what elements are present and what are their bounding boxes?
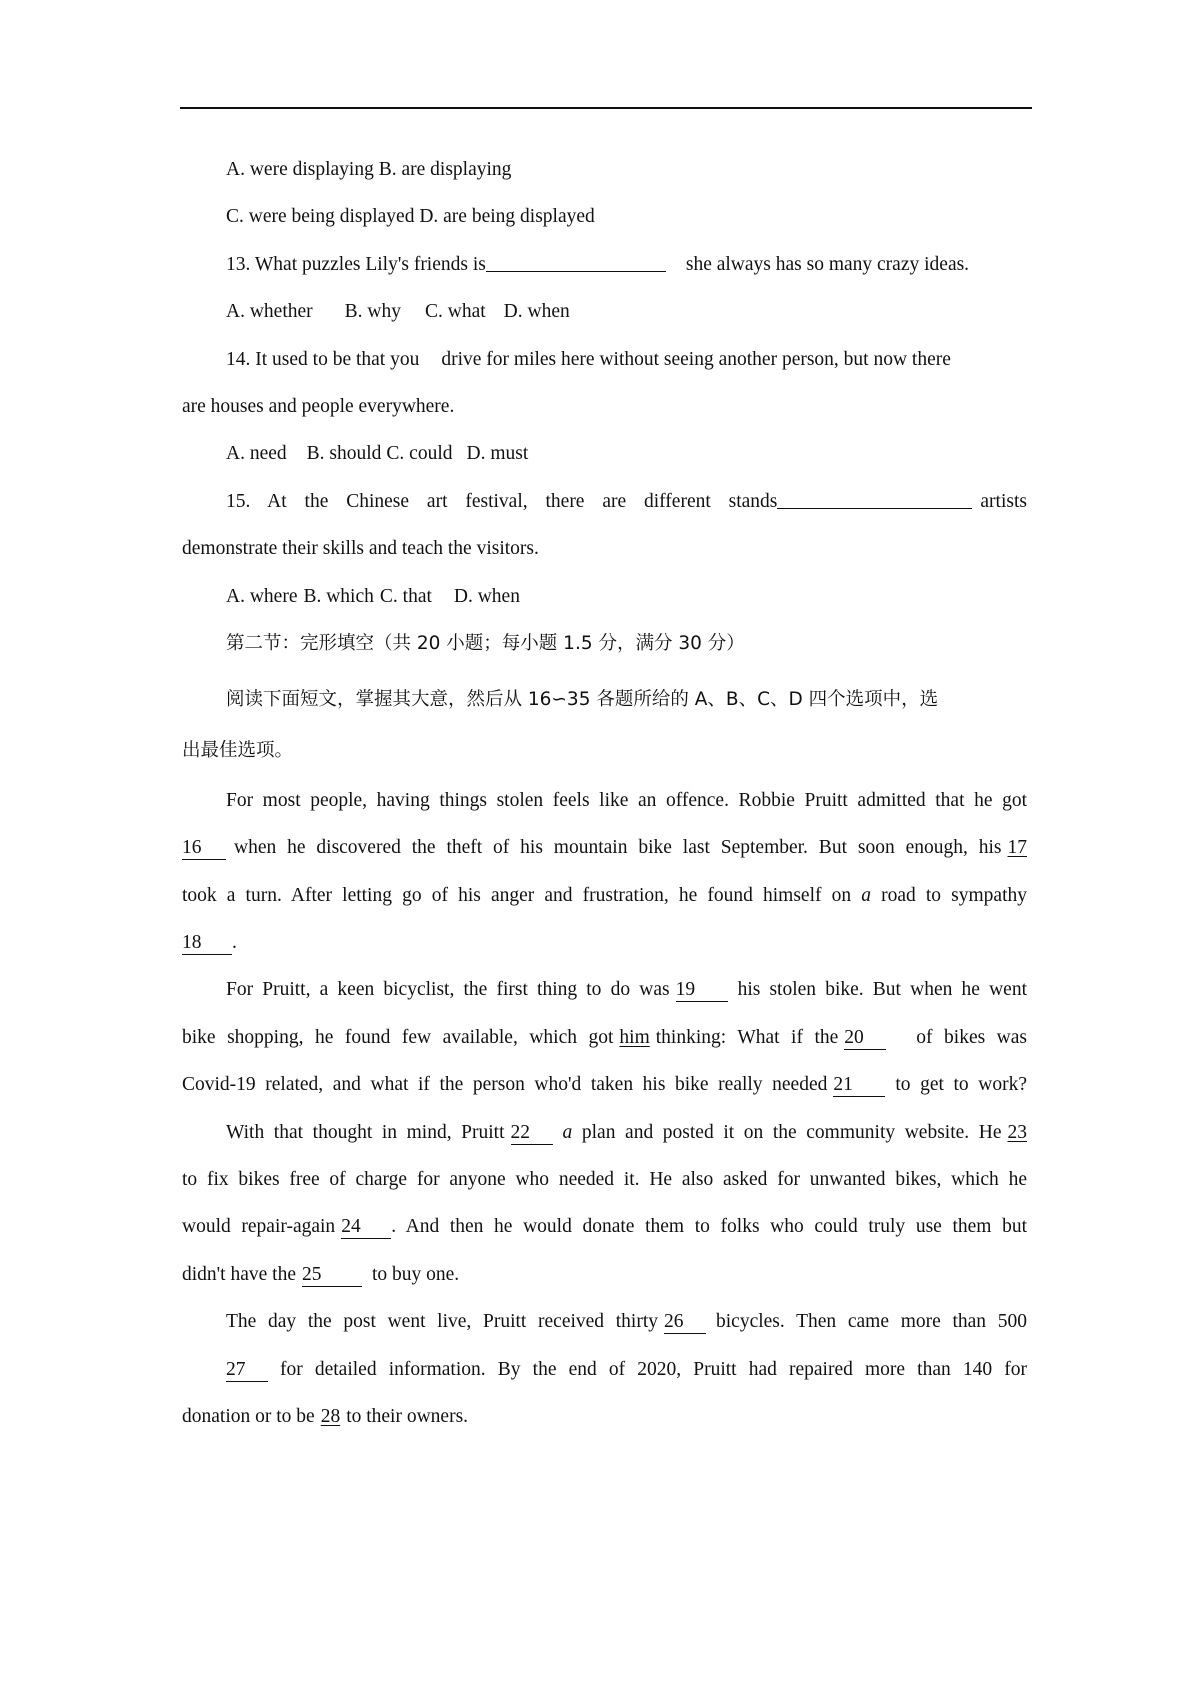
blank-19: 19 <box>676 979 728 1002</box>
blank-22: 22 <box>511 1122 553 1145</box>
blank-20: 20 <box>844 1027 886 1050</box>
q12-options-cd: C. were being displayed D. are being displayed <box>226 206 595 228</box>
passage-p2-line2: bike shopping, he found few available, which got him thinking: What if the 20 of bikes was <box>182 1026 1028 1048</box>
passage-p1-line2: 16 when he discovered the theft of his mountain bike last September. But soon enough, his 17 <box>182 837 1027 859</box>
q14-stem-line2: are houses and people everywhere. <box>182 395 455 417</box>
header-rule <box>180 107 1032 109</box>
passage-p4-line3: donation or to be 28 to their owners. <box>182 1405 469 1427</box>
passage-p1-line3: took a turn. After letting go of his anger and frustration, he found himself on a road to sympathy <box>182 884 1028 906</box>
passage-p3-line3: would repair-again 24 . And then he would donate them to folks who could truly use them but <box>182 1216 1027 1238</box>
q13-options: A. whether B. why C. what D. when <box>226 301 570 323</box>
passage-p3-line4: didn't have the 25 to buy one. <box>182 1263 460 1285</box>
q15-blank <box>777 486 972 509</box>
section-instruction-line2: 出最佳选项。 <box>182 739 294 761</box>
q15-stem-line1: 15. At the Chinese art festival, there are different stands artists <box>182 482 1027 529</box>
passage-p2-line1: For Pruitt, a keen bicyclist, the first thing to do was 19 his stolen bike. But when he went <box>226 979 1027 1001</box>
passage-p1-line4: 18 . <box>182 932 237 954</box>
blank-21: 21 <box>833 1074 885 1097</box>
blank-18: 18 <box>182 932 232 955</box>
q13-stem: 13. What puzzles Lily's friends is she always has so many crazy ideas. <box>182 245 1027 292</box>
q13-blank <box>486 249 666 272</box>
blank-28: 28 <box>320 1405 341 1427</box>
blank-23: 23 <box>1007 1121 1027 1143</box>
q14-stem-line1: 14. It used to be that you drive for miles here without seeing another person, but now there <box>226 348 951 370</box>
blank-26: 26 <box>664 1311 706 1334</box>
section-instruction-line1: 阅读下面短文，掌握其大意，然后从 16∽35 各题所给的 A、B、C、D 四个选项中，选 <box>226 688 939 710</box>
passage-p2-line3: Covid-19 related, and what if the person who'd taken his bike really needed 21 to get to work? <box>182 1074 1027 1096</box>
passage-p4-line1: The day the post went live, Pruitt received thirty 26 bicycles. Then came more than 500 <box>226 1311 1027 1333</box>
blank-16: 16 <box>182 837 226 860</box>
q12-options-ab: A. were displaying B. are displaying <box>226 159 512 180</box>
q15-options: A. where B. which C. that D. when <box>226 585 520 607</box>
passage-p4-line2: 27 for detailed information. By the end of 2020, Pruitt had repaired more than 140 for <box>226 1358 1027 1380</box>
section-heading: 第二节：完形填空（共 20 小题；每小题 1.5 分，满分 30 分） <box>226 632 745 654</box>
blank-27: 27 <box>226 1359 268 1382</box>
blank-17: 17 <box>1007 837 1027 859</box>
q15-stem-line2: demonstrate their skills and teach the visitors. <box>182 538 539 560</box>
blank-25: 25 <box>302 1264 362 1287</box>
passage-p1-line1: For most people, having things stolen feels like an offence. Robbie Pruitt admitted that he got <box>226 789 1027 811</box>
page-content <box>182 150 1027 1444</box>
passage-p3-line2: to fix bikes free of charge for anyone who needed it. He also asked for unwanted bikes, which he <box>182 1169 1027 1191</box>
passage-p3-line1: With that thought in mind, Pruitt 22 a plan and posted it on the community website. He 23 <box>226 1121 1027 1143</box>
q14-options: A. need B. should C. could D. must <box>226 443 529 465</box>
blank-24: 24 <box>341 1216 391 1239</box>
